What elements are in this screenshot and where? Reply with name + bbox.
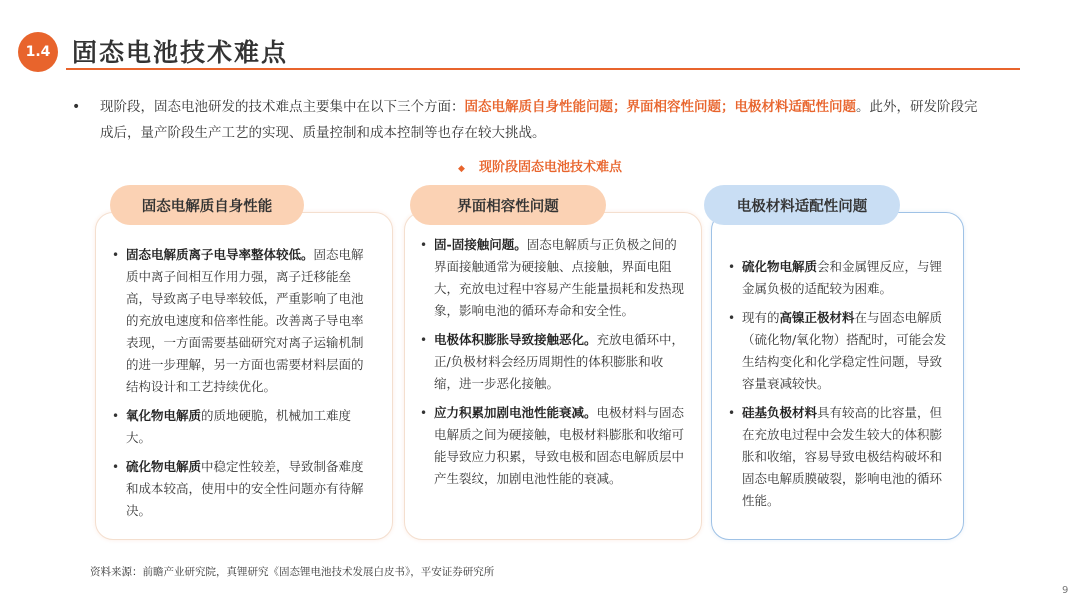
item-text: 固态电解质中离子间相互作用力强，离子迁移能垒高，导致离子电导率较低，严重影响了电池的充放电速度和倍率性能。改善离子导电率表现，一方面需要基础研究对离子运输机制的进一步理解，另一方面也需要材料层面的结构设计和工艺持续优化。 (126, 247, 364, 394)
panel-electrolyte-list (112, 244, 374, 529)
item-keyword: 高镍正极材料 (779, 310, 855, 325)
section-number-badge: 1.4 (18, 32, 58, 72)
intro-tail: 。此外，研发阶段完成后，量产阶段生产工艺的实现、质量控制和成本控制等也存在较大挑战。 (100, 99, 978, 141)
list-item (420, 234, 688, 322)
panel-electrolyte-title: 固态电解质自身性能 (110, 185, 304, 225)
item-text: 固态电解质与正负极之间的界面接触通常为硬接触、点接触，界面电阻大，充放电过程中容易产生能量损耗和发热现象，影响电池的循环寿命和安全性。 (434, 237, 685, 318)
item-text: 具有较高的比容量，但在充放电过程中会发生较大的体积膨胀和收缩，容易导致电极结构破坏和固态电解质膜破裂，影响电池的循环性能。 (742, 405, 943, 508)
item-keyword: 固态电解质离子电导率整体较低。 (126, 247, 314, 262)
item-keyword: 电极体积膨胀导致接触恶化。 (434, 332, 597, 347)
intro-highlight: 固态电解质自身性能问题；界面相容性问题；电极材料适配性问题 (464, 99, 856, 115)
list-item (728, 256, 954, 300)
item-keyword: 硅基负极材料 (742, 405, 818, 420)
item-text: 会和金属锂反应，与锂金属负极的适配较为困难。 (742, 259, 943, 296)
item-text: 充放电循环中，正/负极材料会经历周期性的体积膨胀和收缩，进一步恶化接触。 (434, 332, 685, 391)
source-note: 资料来源：前瞻产业研究院，真锂研究《固态锂电池技术发展白皮书》，平安证券研究所 (90, 566, 495, 578)
panel-electrode-list (728, 256, 954, 519)
diamond-icon: ◆ (458, 164, 465, 174)
panel-interface-title: 界面相容性问题 (410, 185, 606, 225)
item-keyword: 硫化物电解质 (126, 459, 202, 474)
item-text: 中稳定性较差，导致制备难度和成本较高，使用中的安全性问题亦有待解决。 (126, 459, 364, 518)
page-title: 固态电池技术难点 (72, 38, 289, 67)
intro-bullet: • (72, 99, 81, 115)
item-keyword: 硫化物电解质 (742, 259, 818, 274)
list-item (420, 329, 688, 395)
panel-electrode-title: 电极材料适配性问题 (704, 185, 900, 225)
list-item (112, 456, 374, 522)
item-prefix: 现有的 (742, 310, 780, 325)
title-divider (66, 68, 1020, 70)
item-keyword: 固-固接触问题。 (434, 237, 527, 252)
list-item (112, 405, 374, 449)
intro-paragraph (100, 94, 980, 146)
list-item (420, 402, 688, 490)
item-keyword: 氧化物电解质 (126, 408, 202, 423)
list-item (728, 402, 954, 512)
item-keyword: 应力积累加剧电池性能衰减。 (434, 405, 597, 420)
page-number: 9 (1062, 585, 1069, 596)
figure-subtitle-text: 现阶段固态电池技术难点 (478, 160, 622, 175)
item-text: 在与固态电解质（硫化物/氧化物）搭配时，可能会发生结构变化和化学稳定性问题，导致容量衰减较快。 (742, 310, 947, 391)
intro-lead: 现阶段，固态电池研发的技术难点主要集中在以下三个方面： (100, 99, 465, 115)
figure-subtitle (0, 156, 1080, 175)
item-text: 电极材料与固态电解质之间为硬接触，电极材料膨胀和收缩可能导致应力积累，导致电极和固态电解质层中产生裂纹，加剧电池性能的衰减。 (434, 405, 685, 486)
list-item (728, 307, 954, 395)
panel-interface-list (420, 234, 688, 497)
list-item (112, 244, 374, 398)
item-text: 的质地硬脆，机械加工难度大。 (126, 408, 352, 445)
